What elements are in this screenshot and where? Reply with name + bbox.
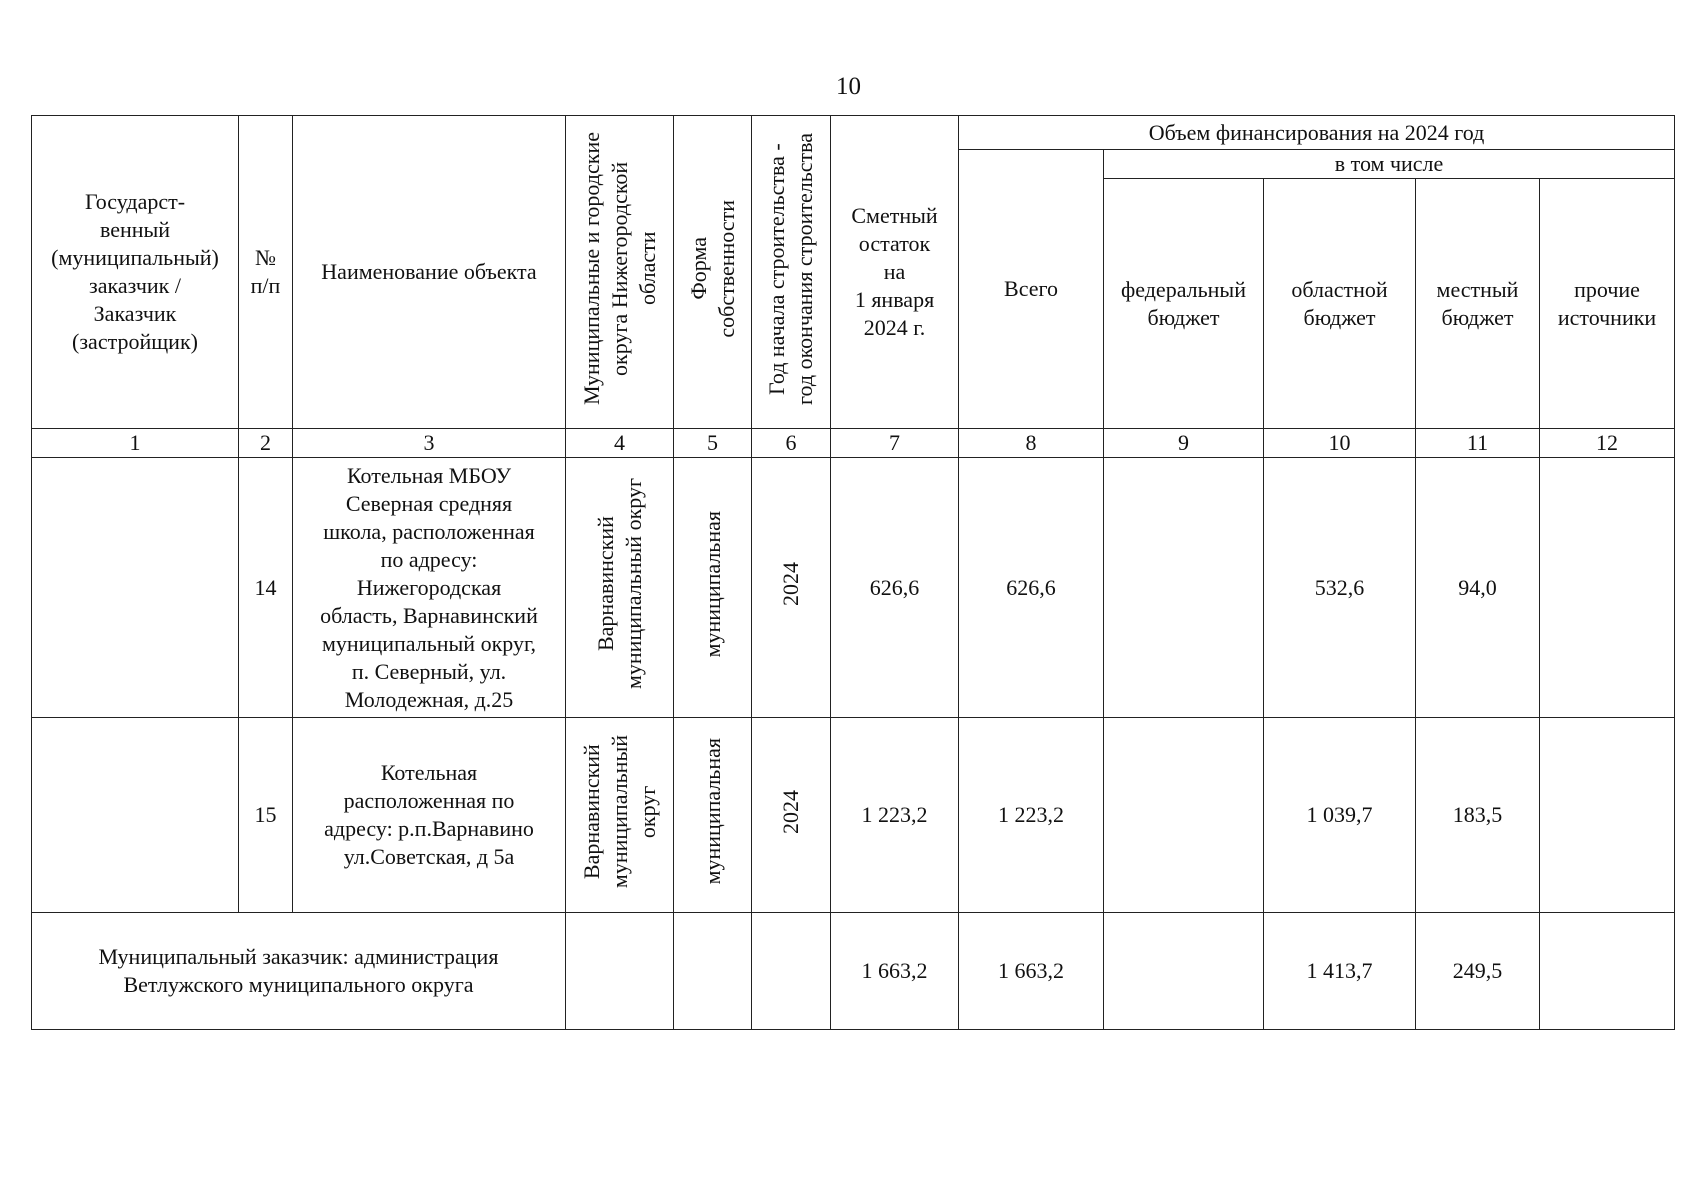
summary-regional: 1 413,7 [1264, 913, 1416, 1030]
row-years [752, 458, 831, 718]
header-municipalities [566, 116, 674, 429]
summary-federal [1104, 913, 1264, 1030]
column-number: 6 [752, 429, 831, 458]
row-other [1540, 718, 1675, 913]
header-ownership-text: Форма собственности [685, 199, 739, 338]
header-num: № п/п [239, 116, 293, 429]
summary-years [752, 913, 831, 1030]
column-number-row [32, 429, 1675, 458]
column-number: 8 [959, 429, 1104, 458]
column-number: 7 [831, 429, 959, 458]
column-number: 5 [674, 429, 752, 458]
row-balance: 626,6 [831, 458, 959, 718]
summary-ownership [674, 913, 752, 1030]
table-row [32, 718, 1675, 913]
row-years-text: 2024 [778, 562, 803, 606]
row-object-name: Котельная расположенная по адресу: р.п.Варнавино ул.Советская, д 5а [293, 718, 566, 913]
row-ownership [674, 458, 752, 718]
row-years-text: 2024 [778, 789, 803, 834]
column-number: 3 [293, 429, 566, 458]
header-federal: федеральный бюджет [1104, 179, 1264, 429]
column-number: 10 [1264, 429, 1416, 458]
summary-local: 249,5 [1416, 913, 1540, 1030]
header-customer: Государст- венный (муниципальный) заказчик / Заказчик (застройщик) [32, 116, 239, 429]
summary-total: 1 663,2 [959, 913, 1104, 1030]
row-local: 183,5 [1416, 718, 1540, 913]
row-num: 14 [239, 458, 293, 718]
row-municipality-text: Варнавинский муниципальный округ [592, 478, 646, 690]
column-number: 2 [239, 429, 293, 458]
header-including: в том числе [1104, 150, 1675, 179]
column-number: 1 [32, 429, 239, 458]
header-years [752, 116, 831, 429]
row-municipality [566, 458, 674, 718]
column-number: 4 [566, 429, 674, 458]
column-number: 9 [1104, 429, 1264, 458]
row-ownership-text: муниципальная [699, 510, 725, 658]
summary-balance: 1 663,2 [831, 913, 959, 1030]
row-num: 15 [239, 718, 293, 913]
row-customer [32, 458, 239, 718]
column-number: 12 [1540, 429, 1675, 458]
row-years [752, 718, 831, 913]
header-other: прочие источники [1540, 179, 1675, 429]
header-balance: Сметный остаток на 1 января 2024 г. [831, 116, 959, 429]
row-municipality [566, 718, 674, 913]
row-balance: 1 223,2 [831, 718, 959, 913]
header-local: местный бюджет [1416, 179, 1540, 429]
row-customer [32, 718, 239, 913]
row-ownership [674, 718, 752, 913]
row-object-name: Котельная МБОУ Северная средняя школа, расположенная по адресу: Нижегородская область, Варнавинский муниципальный округ, п. Северный, ул. Молодежная, д.25 [293, 458, 566, 718]
header-object-name: Наименование объекта [293, 116, 566, 429]
financing-table [31, 115, 1675, 1030]
summary-other [1540, 913, 1675, 1030]
header-years-text: Год начала строительства - год окончания строительства [764, 132, 817, 405]
row-total: 626,6 [959, 458, 1104, 718]
row-other [1540, 458, 1675, 718]
row-local: 94,0 [1416, 458, 1540, 718]
header-total: Всего [959, 150, 1104, 429]
row-federal [1104, 458, 1264, 718]
row-ownership-text: муниципальная [699, 738, 725, 885]
column-number: 11 [1416, 429, 1540, 458]
summary-label: Муниципальный заказчик: администрация Ветлужского муниципального округа [32, 913, 566, 1030]
row-regional: 532,6 [1264, 458, 1416, 718]
row-regional: 1 039,7 [1264, 718, 1416, 913]
page-number: 10 [836, 73, 861, 100]
header-municipalities-text: Муниципальные и городские округа Нижегородской области [578, 132, 660, 405]
row-federal [1104, 718, 1264, 913]
header-regional: областной бюджет [1264, 179, 1416, 429]
header-row-1 [32, 116, 1675, 150]
summary-row [32, 913, 1675, 1030]
header-ownership [674, 116, 752, 429]
summary-municipality [566, 913, 674, 1030]
header-funding: Объем финансирования на 2024 год [959, 116, 1675, 150]
table-row [32, 458, 1675, 718]
row-municipality-text: Варнавинский муниципальный округ [578, 734, 660, 889]
row-total: 1 223,2 [959, 718, 1104, 913]
